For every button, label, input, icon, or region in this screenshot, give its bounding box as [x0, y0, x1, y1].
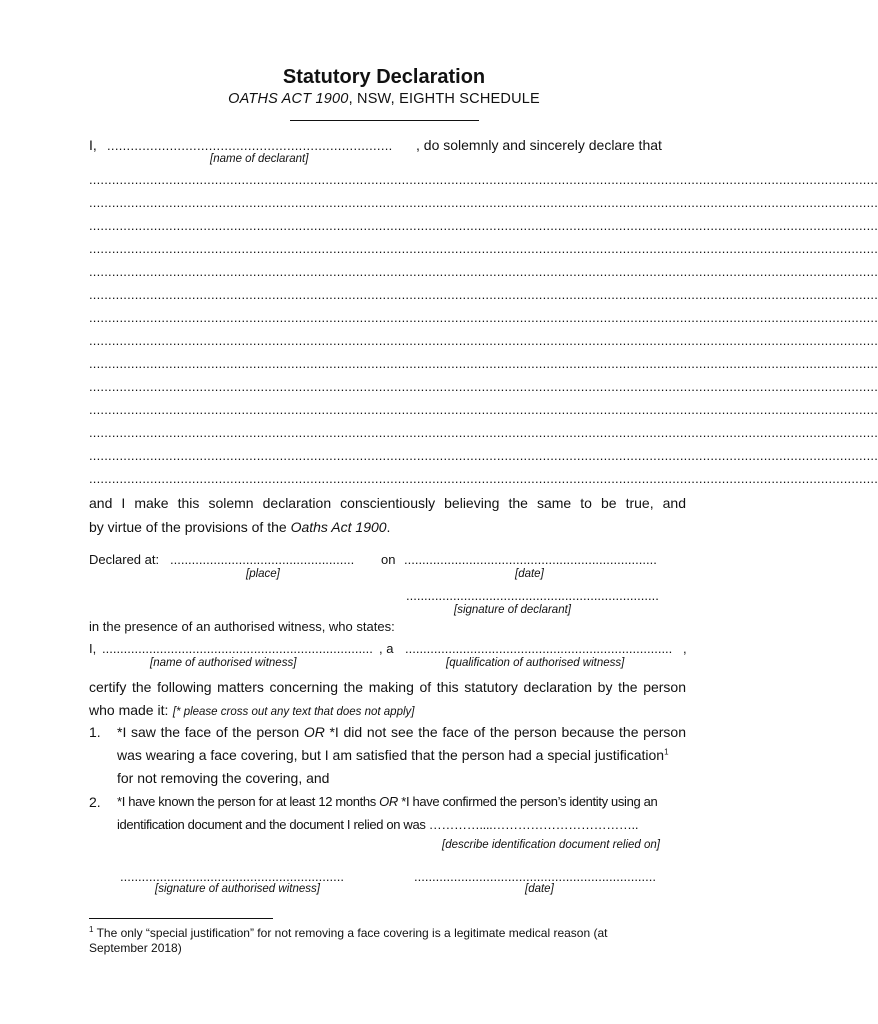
place-caption: [place]: [246, 568, 280, 580]
item-2-option-b[interactable]: *I have confirmed the person’s identity using an: [397, 794, 658, 809]
declaration-line-field[interactable]: ...............................................................................................................................................................................................................: [89, 218, 878, 233]
item-1-option-a[interactable]: *I saw the face of the person: [117, 724, 304, 740]
item-2-option-a[interactable]: *I have known the person for at least 12 months: [117, 794, 380, 809]
declaration-line-field[interactable]: ...............................................................................................................................................................................................................: [89, 402, 878, 417]
item-2-line1: [117, 794, 657, 809]
witness-name-caption: [name of authorised witness]: [150, 657, 297, 669]
witness-signature-caption: [signature of authorised witness]: [155, 883, 320, 895]
declaration-line-field[interactable]: ...............................................................................................................................................................................................................: [89, 425, 878, 440]
witness-qualification-field[interactable]: ..........................................................................: [405, 641, 673, 656]
declaration-line-field[interactable]: ...............................................................................................................................................................................................................: [89, 264, 878, 279]
declaration-line-field[interactable]: ...............................................................................................................................................................................................................: [89, 379, 878, 394]
certify-text: who made it:: [89, 702, 169, 718]
declaration-line-field[interactable]: ...............................................................................................................................................................................................................: [89, 172, 878, 187]
declaration-statement-line2: [89, 519, 390, 535]
footnote-mark: 1: [89, 925, 94, 934]
title-underline: [290, 120, 479, 121]
declaration-line-field[interactable]: ...............................................................................................................................................................................................................: [89, 241, 878, 256]
item-number: 2.: [89, 794, 101, 810]
footnote-divider: [89, 918, 273, 919]
declaration-line-field[interactable]: ...............................................................................................................................................................................................................: [89, 333, 878, 348]
declaration-act-name: Oaths Act 1900: [290, 519, 387, 535]
declarant-signature-caption: [signature of declarant]: [454, 604, 571, 616]
certify-statement-line2: [89, 702, 414, 720]
declarant-name-caption: [name of declarant]: [210, 153, 309, 165]
declarant-prefix: I,: [89, 137, 97, 153]
declaration-line-field[interactable]: ...............................................................................................................................................................................................................: [89, 195, 878, 210]
declarant-signature-field[interactable]: ......................................................................: [406, 588, 659, 603]
footnote-line1: [89, 926, 607, 940]
declaration-line-field[interactable]: ...............................................................................................................................................................................................................: [89, 287, 878, 302]
identification-document-caption: [describe identification document relied on]: [442, 839, 660, 851]
place-field[interactable]: ...................................................: [170, 552, 355, 567]
declaration-line-field[interactable]: ...............................................................................................................................................................................................................: [89, 471, 878, 486]
witness-prefix: I,: [89, 641, 97, 656]
item-1-line3: for not removing the covering, and: [117, 770, 330, 786]
document-subtitle: [0, 91, 768, 107]
or-label: OR: [379, 794, 398, 809]
declarant-name-field[interactable]: .........................................................................: [107, 138, 393, 153]
footnote-text: The only “special justification” for not removing a face covering is a legitimate medical reason (at: [93, 926, 608, 940]
declaration-line-field[interactable]: ...............................................................................................................................................................................................................: [89, 448, 878, 463]
declaration-statement-end: .: [386, 519, 391, 535]
or-label: OR: [303, 724, 325, 740]
witness-signature-field[interactable]: ..............................................................: [120, 869, 344, 884]
declaration-statement-text: by virtue of the provisions of the: [89, 519, 291, 535]
item-1-text: was wearing a face covering, but I am satisfied that the person had a special justification: [117, 747, 665, 763]
presence-statement: in the presence of an authorised witness, who states:: [89, 619, 395, 634]
declarant-suffix: , do solemnly and sincerely declare that: [416, 137, 662, 153]
date-field[interactable]: ......................................................................: [404, 552, 657, 567]
footnote-reference: 1: [664, 747, 669, 757]
certify-statement-line1: certify the following matters concerning the making of this statutory declaration by the person: [89, 679, 686, 695]
item-1-option-b[interactable]: *I did not see the face of the person because the person: [324, 724, 686, 740]
declaration-line-field[interactable]: ...............................................................................................................................................................................................................: [89, 356, 878, 371]
witness-line-end: ,: [683, 641, 687, 656]
identification-document-field[interactable]: identification document and the document I relied on was …………....……………………………..: [117, 817, 639, 832]
witness-a-label: , a: [379, 641, 394, 656]
date-caption: [date]: [515, 568, 544, 580]
witness-qualification-caption: [qualification of authorised witness]: [446, 657, 625, 669]
item-1-line1: [117, 724, 686, 740]
witness-date-caption: [date]: [525, 883, 554, 895]
subtitle-rest: , NSW, EIGHTH SCHEDULE: [348, 91, 540, 107]
on-label: on: [381, 552, 396, 567]
document-title: Statutory Declaration: [282, 66, 486, 88]
footnote-line2: September 2018): [89, 941, 182, 955]
witness-name-field[interactable]: ...........................................................................: [102, 641, 373, 656]
declaration-line-field[interactable]: ...............................................................................................................................................................................................................: [89, 310, 878, 325]
item-1-line2: [117, 747, 669, 763]
subtitle-act-name: OATHS ACT 1900: [228, 91, 349, 107]
declared-at-label: Declared at:: [89, 552, 160, 567]
declaration-statement-line1: and I make this solemn declaration conscientiously believing the same to be true, and: [89, 495, 686, 511]
witness-date-field[interactable]: ...................................................................: [414, 869, 656, 884]
item-number: 1.: [89, 724, 101, 740]
certify-note: [* please cross out any text that does not apply]: [172, 706, 415, 718]
